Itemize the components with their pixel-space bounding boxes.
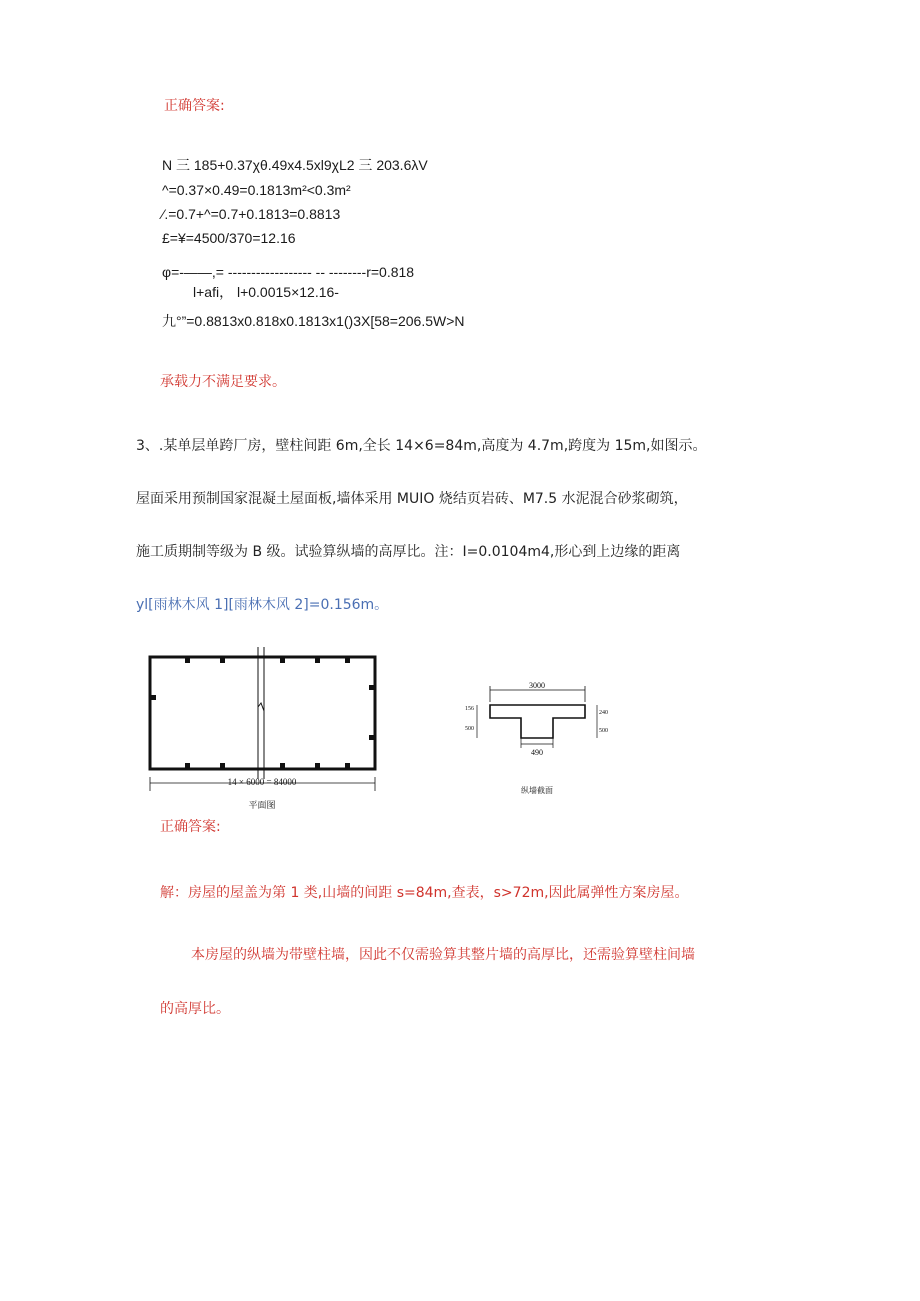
formula-line-5: φ=-——,= ------------------ -- --------r=0.818 (162, 264, 415, 280)
formula-line-6: l+afi， l+0.0015×12.16- (193, 284, 339, 300)
answer3-line-1: 解：房屋的屋盖为第 1 类,山墙的间距 s=84m,查表，s>72m,因此属弹性方案房屋。 (160, 885, 689, 901)
t-section (490, 705, 585, 738)
section-web-width: 490 (531, 748, 543, 757)
section-figure (455, 680, 620, 800)
problem-line-3: 施工质期制等级为 B 级。试验算纵墙的高厚比。注：I=0.0104m4,形心到上边缘的距离 (136, 544, 681, 560)
answer-label: 正确答案: (164, 98, 225, 114)
plan-figure (140, 645, 385, 815)
plan-caption: 平面图 (248, 800, 276, 810)
formula-line-2: ^=0.37×0.49=0.1813m²<0.3m² (162, 182, 351, 198)
formula-line-7: 九°”=0.8813x0.818x0.1813x1()3X[58=206.5W>N (162, 313, 465, 329)
plan-outline (150, 657, 375, 769)
section-left-dim-2: 500 (465, 726, 474, 732)
answer3-line-3: 的高厚比。 (160, 1001, 230, 1017)
problem-line-4: yl[雨林木风 1][雨林木风 2]=0.156m。 (136, 597, 389, 613)
problem-line-1: 3、.某单层单跨厂房，壁柱间距 6m,全长 14×6=84m,高度为 4.7m,跨度为 15m,如图示。 (136, 438, 707, 454)
section-caption: 纵墙截面 (521, 786, 553, 795)
section-left-dim-1: 156 (465, 706, 474, 712)
answer-label-2: 正确答案: (160, 819, 221, 835)
section-right-dim-2: 500 (599, 728, 608, 734)
section-top-width: 3000 (529, 681, 545, 690)
formula-line-1: N 三 185+0.37χθ.49x4.5xl9χL2 三 203.6λV (162, 157, 428, 173)
conclusion-text: 承载力不满足要求。 (160, 374, 286, 390)
formula-line-3: ⁄.=0.7+^=0.7+0.1813=0.8813 (162, 206, 341, 222)
problem-line-2: 屋面采用预制国家混凝土屋面板,墙体采用 MUIO 烧结页岩砖、M7.5 水泥混合砂浆砌筑， (136, 491, 688, 507)
formula-line-4: £=¥=4500/370=12.16 (162, 230, 296, 246)
plan-dimension: 14 × 6000 = 84000 (227, 777, 297, 787)
section-right-dim-1: 240 (599, 710, 608, 716)
answer3-line-2: 本房屋的纵墙为带壁柱墙，因此不仅需验算其整片墙的高厚比，还需验算壁柱间墙 (191, 947, 695, 963)
